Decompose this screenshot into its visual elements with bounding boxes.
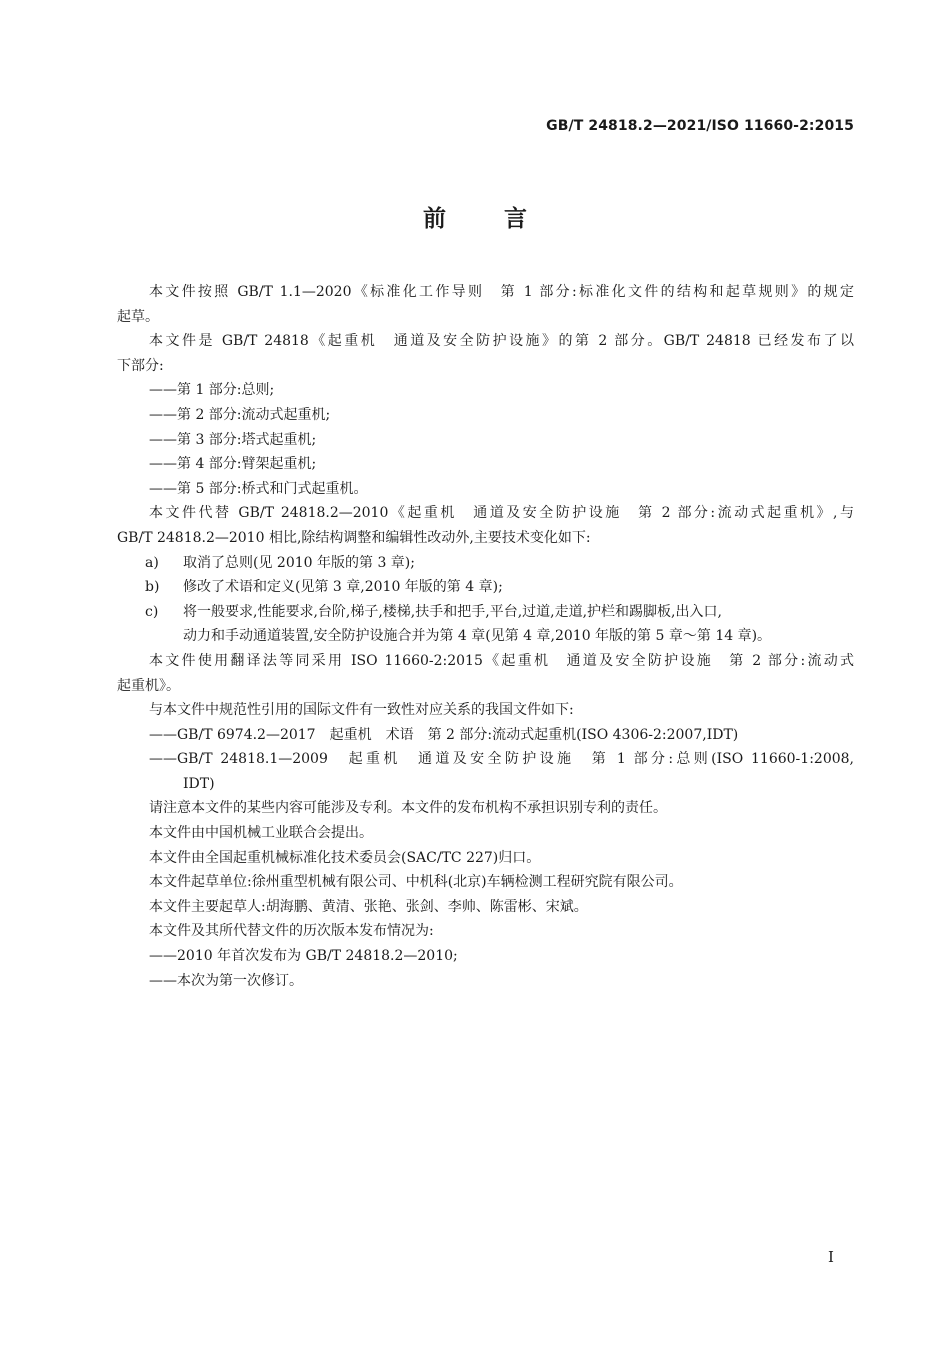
list-item: ——第 2 部分:流动式起重机;	[149, 406, 331, 423]
foreword-body	[117, 280, 854, 993]
list-label: a)	[145, 554, 159, 571]
history-item: ——2010 年首次发布为 GB/T 24818.2—2010;	[149, 948, 458, 965]
list-item: ——第 4 部分:臂架起重机;	[149, 456, 317, 473]
list-label: b)	[145, 579, 160, 596]
list-text: 修改了术语和定义(见第 3 章,2010 年版的第 4 章);	[183, 579, 503, 596]
history-item: ——本次为第一次修订。	[149, 972, 303, 989]
change-item-c-continued: 动力和手动通道装置,安全防护设施合并为第 4 章(见第 4 章,2010 年版的第 5 章～第 14 章)。	[183, 628, 772, 645]
change-item-b	[117, 575, 854, 600]
list-label: c)	[145, 603, 159, 620]
paragraph-line: GB/T 24818.2—2010 相比,除结构调整和编辑性改动外,主要技术变化如下:	[117, 529, 591, 546]
change-item-c	[117, 600, 854, 625]
paragraph-line: 本文件及其所代替文件的历次版本发布情况为:	[149, 923, 434, 940]
reference-item-continued: IDT)	[183, 775, 215, 792]
paragraph-line: 本文件由中国机械工业联合会提出。	[149, 825, 373, 842]
reference-item: ——GB/T 6974.2—2017 起重机 术语 第 2 部分:流动式起重机(ISO 4306-2:2007,IDT)	[149, 726, 739, 743]
paragraph-line: 本文件使用翻译法等同采用 ISO 11660-2:2015《起重机 通道及安全防护设施 第 2 部分:流动式	[149, 652, 854, 669]
paragraph-line: 请注意本文件的某些内容可能涉及专利。本文件的发布机构不承担识别专利的责任。	[149, 800, 667, 817]
list-text: 取消了总则(见 2010 年版的第 3 章);	[183, 554, 415, 571]
paragraph-line: 本文件起草单位:徐州重型机械有限公司、中机科(北京)车辆检测工程研究院有限公司。	[149, 874, 683, 891]
paragraph-line: 本文件按照 GB/T 1.1—2020《标准化工作导则 第 1 部分:标准化文件的结构和起草规则》的规定	[149, 284, 854, 300]
list-text: 将一般要求,性能要求,台阶,梯子,楼梯,扶手和把手,平台,过道,走道,护栏和踢脚板,出入口,	[183, 603, 722, 620]
list-item: ——第 3 部分:塔式起重机;	[149, 431, 317, 448]
paragraph-line: 与本文件中规范性引用的国际文件有一致性对应关系的我国文件如下:	[149, 702, 574, 719]
reference-item: ——GB/T 24818.1—2009 起重机 通道及安全防护设施 第 1 部分:总则(ISO 11660-1:2008,	[149, 751, 854, 768]
change-item-a	[117, 551, 854, 576]
paragraph-line: 本文件代替 GB/T 24818.2—2010《起重机 通道及安全防护设施 第 2 部分:流动式起重机》,与	[149, 505, 854, 522]
list-item: ——第 5 部分:桥式和门式起重机。	[149, 480, 368, 497]
list-item: ——第 1 部分:总则;	[149, 382, 275, 399]
paragraph-line: 下部分:	[117, 357, 164, 374]
page-title: 前言	[423, 206, 585, 232]
document-code-header: GB/T 24818.2—2021/ISO 11660-2:2015	[546, 118, 854, 134]
page-number: I	[828, 1248, 834, 1266]
paragraph-line: 本文件主要起草人:胡海鹏、黄清、张艳、张剑、李帅、陈雷彬、宋斌。	[149, 898, 588, 915]
paragraph-line: 本文件是 GB/T 24818《起重机 通道及安全防护设施》的第 2 部分。GB/T 24818 已经发布了以	[149, 333, 854, 350]
paragraph-line: 起重机》。	[117, 677, 180, 694]
paragraph-line: 本文件由全国起重机械标准化技术委员会(SAC/TC 227)归口。	[149, 849, 541, 866]
paragraph-line: 起草。	[117, 308, 159, 325]
